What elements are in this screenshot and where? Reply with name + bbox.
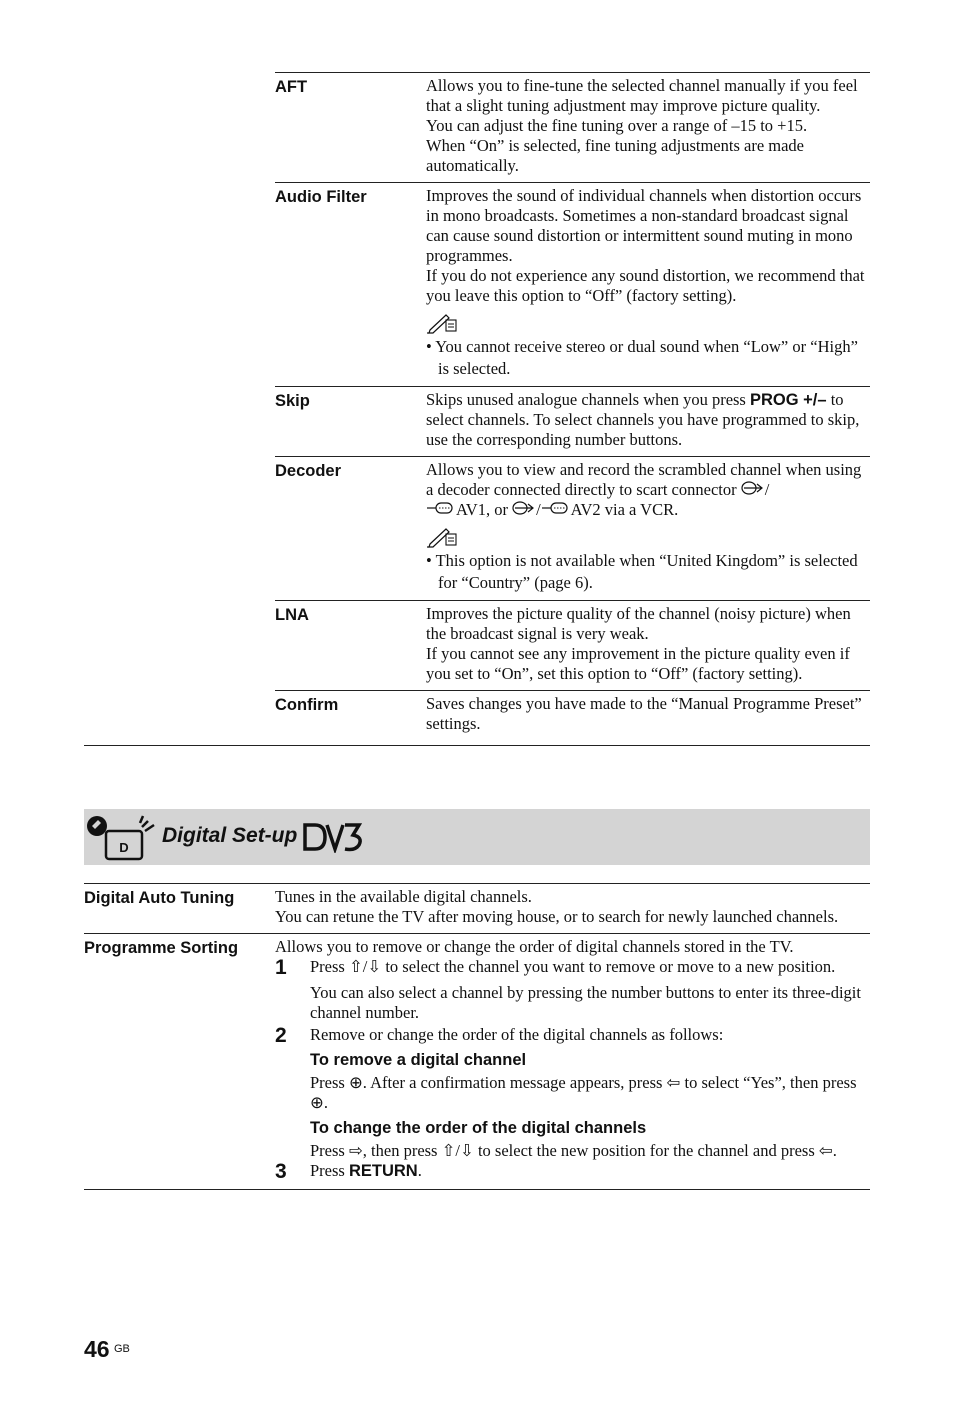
step-2: [275, 1025, 870, 1161]
row-term: Digital Auto Tuning: [84, 889, 235, 907]
table-row: [275, 72, 870, 182]
pencil-note-icon: [426, 526, 460, 548]
row-term: Skip: [275, 392, 310, 410]
row-description: [275, 937, 870, 1183]
scart-output-icon: [426, 501, 456, 515]
step-extra: You can also select a channel by pressing the number buttons to enter its three-digit channel number.: [310, 983, 861, 1022]
step-number: 1: [275, 956, 287, 979]
row-description: [426, 694, 870, 734]
row-description: [426, 460, 870, 594]
row-description: [426, 390, 870, 450]
dvb-logo: [301, 821, 365, 853]
table-row: [275, 182, 870, 386]
paragraph: Saves changes you have made to the “Manual Programme Preset” settings.: [426, 694, 862, 733]
row-description: [426, 604, 870, 684]
subheading: To change the order of the digital channels: [310, 1119, 647, 1137]
step-text: Remove or change the order of the digital channels as follows:: [310, 1025, 724, 1044]
pencil-note-icon: [426, 312, 460, 334]
paragraph: Allows you to fine-tune the selected channel manually if you feel that a slight tuning adjustment may improve picture quality.: [426, 76, 858, 115]
text-segment: Press: [310, 1161, 349, 1180]
svg-text:D: D: [119, 840, 129, 855]
step-text: Press ⇧/⇩ to select the channel you want to remove or move to a new position.: [310, 957, 836, 976]
scart-output-icon: [541, 501, 571, 515]
step-text: [310, 1161, 870, 1181]
table-row: [275, 690, 870, 740]
paragraph: When “On” is selected, fine tuning adjustments are made automatically.: [426, 136, 804, 175]
row-term: LNA: [275, 606, 309, 624]
page-number: 46: [84, 1336, 110, 1362]
step-3: [275, 1161, 870, 1183]
table-row: [275, 386, 870, 456]
scart-input-icon: [512, 501, 536, 515]
table-row: [275, 600, 870, 690]
text-segment: to select channels. To select channels you have programmed to skip, use the corresponding number buttons.: [426, 390, 860, 449]
paragraph: Improves the picture quality of the channel (noisy picture) when the broadcast signal is very weak.: [426, 604, 851, 643]
row-term: Programme Sorting: [84, 939, 239, 957]
table-row: [275, 456, 870, 600]
table-row: [84, 883, 870, 933]
page-region-code: GB: [114, 1343, 130, 1355]
row-term: AFT: [275, 78, 308, 96]
scart-input-icon: [741, 481, 765, 495]
paragraph: You can retune the TV after moving house, or to search for newly launched channels.: [275, 907, 839, 926]
section-header: [84, 809, 870, 865]
step-number: 3: [275, 1160, 287, 1183]
paragraph: If you cannot see any improvement in the picture quality even if you set to “On”, set this option to “Off” (factory setting).: [426, 644, 850, 683]
settings-table-analogue: [275, 72, 870, 740]
note-text: • This option is not available when “United Kingdom” is selected for “Country” (page 6).: [426, 551, 858, 592]
row-term: Decoder: [275, 462, 342, 480]
paragraph: You can adjust the fine tuning over a range of –15 to +15.: [426, 116, 808, 135]
settings-table-digital: [84, 883, 870, 1190]
paragraph: Allows you to view and record the scrambled channel when using a decoder connected directly to scart connector / AV1, or / AV2 via a VCR.: [426, 460, 862, 519]
paragraph: [426, 390, 870, 450]
digital-setup-icon: [84, 809, 160, 865]
step-1: [275, 957, 870, 1023]
row-term: Confirm: [275, 696, 339, 714]
text-segment: .: [417, 1161, 422, 1180]
paragraph: Press ⇨, then press ⇧/⇩ to select the new position for the channel and press ⇦.: [310, 1141, 837, 1160]
paragraph: Allows you to remove or change the order of digital channels stored in the TV.: [275, 937, 794, 956]
text-segment: AV2 via a VCR.: [570, 500, 679, 519]
table-row: [84, 933, 870, 1189]
section-title: Digital Set-up: [162, 824, 298, 847]
table-bottom-rule: [84, 745, 870, 746]
paragraph: Improves the sound of individual channels when distortion occurs in mono broadcasts. Sometimes a non-standard broadcast signal can cause sound distortion or intermittent sound muting in mono programmes.: [426, 186, 862, 265]
row-description: [426, 76, 870, 176]
step-number: 2: [275, 1024, 287, 1047]
text-segment: AV1, or: [456, 500, 513, 519]
paragraph: If you do not experience any sound distortion, we recommend that you leave this option to “Off” (factory setting).: [426, 266, 865, 305]
key-label: RETURN: [348, 1162, 418, 1180]
key-label: PROG +/–: [749, 391, 827, 409]
subheading: To remove a digital channel: [310, 1051, 527, 1069]
paragraph: Press ⊕. After a confirmation message appears, press ⇦ to select “Yes”, then press ⊕.: [310, 1073, 857, 1112]
note-text: • You cannot receive stereo or dual sound when “Low” or “High” is selected.: [426, 337, 858, 378]
paragraph: Tunes in the available digital channels.: [275, 887, 532, 906]
text-segment: Skips unused analogue channels when you press: [426, 390, 750, 409]
row-description: [275, 887, 870, 927]
row-term: Audio Filter: [275, 188, 367, 206]
text-segment: Allows you to view and record the scrambled channel when using a decoder connected directly to scart connector: [426, 460, 862, 499]
row-description: [426, 186, 870, 380]
